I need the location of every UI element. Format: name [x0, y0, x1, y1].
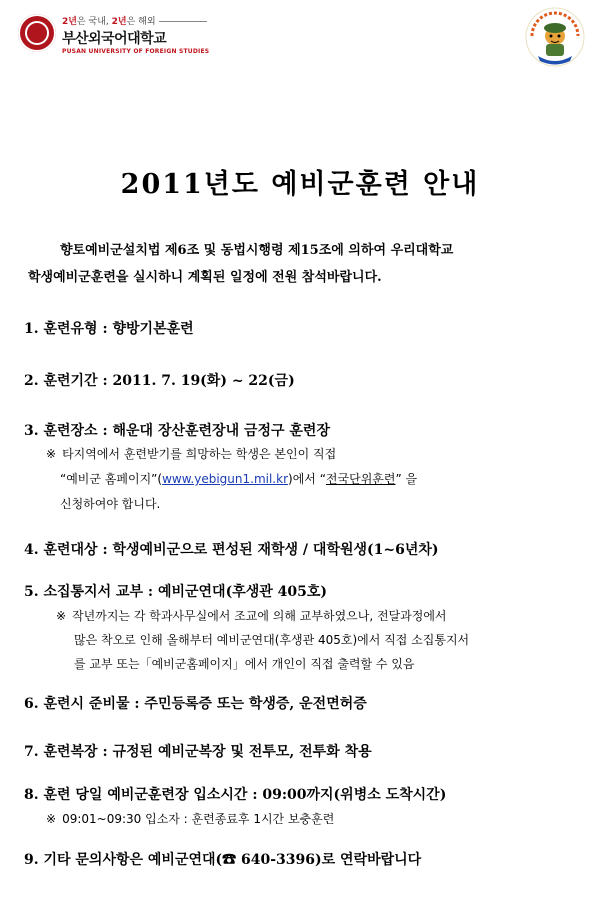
page-title: 2011년도 예비군훈련 안내 [120, 169, 480, 200]
nationwide-training-label: 전국단위훈련 [325, 472, 396, 486]
university-logo [62, 14, 209, 55]
item-entry-time: 8. 훈련 당일 예비군훈련장 입소시간 : 09:00까지(위병소 도착시간) [24, 787, 447, 803]
document-header [0, 0, 600, 80]
note-location-line-2: “예비군 홈페이지”(www.yebigun1.mil.kr)에서 “전국단위훈련” 을 [60, 472, 418, 486]
university-seal-icon [18, 14, 56, 52]
item-training-location: 3. 훈련장소 : 해운대 장산훈련장내 금정구 훈련장 [24, 423, 330, 439]
yebigun-homepage-link[interactable]: www.yebigun1.mil.kr [162, 472, 289, 486]
reserve-mascot-icon [524, 6, 586, 68]
university-slogan: 2년은 국내, 2년은 해외 [62, 14, 209, 27]
intro-line-1: 향토예비군설치법 제6조 및 동법시행령 제15조에 의하여 우리대학교 [60, 243, 454, 258]
note-location-line-3: 신청하여야 합니다. [60, 497, 161, 511]
intro-paragraph [28, 237, 588, 291]
note-notice-line-3: 를 교부 또는「예비군홈페이지」에서 개인이 직접 출력할 수 있음 [74, 657, 415, 671]
note-notice-line-2: 많은 착오로 인해 올해부터 예비군연대(후생관 405호)에서 직접 소집통지서 [74, 633, 470, 647]
university-name: 부산외국어대학교 [62, 31, 167, 47]
item-preparation: 6. 훈련시 준비물 : 주민등록증 또는 학생증, 운전면허증 [24, 696, 367, 712]
university-english-name: PUSAN UNIVERSITY OF FOREIGN STUDIES [62, 48, 210, 55]
intro-line-2: 학생예비군훈련을 실시하니 계획된 일정에 전원 참석바랍니다. [28, 270, 382, 285]
note-entry-time: ※ 09:01~09:30 입소자 : 훈련종료후 1시간 보충훈련 [46, 812, 335, 826]
note-location-line-1: ※ 타지역에서 훈련받기를 희망하는 학생은 본인이 직접 [46, 447, 337, 461]
item-training-period: 2. 훈련기간 : 2011. 7. 19(화) ~ 22(금) [24, 373, 295, 389]
item-notice-distribution: 5. 소집통지서 교부 : 예비군연대(후생관 405호) [24, 584, 328, 600]
note-notice-line-1: ※ 작년까지는 각 학과사무실에서 조교에 의해 교부하였으나, 전달과정에서 [56, 609, 447, 623]
item-training-type: 1. 훈련유형 : 향방기본훈련 [24, 321, 194, 337]
item-uniform: 7. 훈련복장 : 규정된 예비군복장 및 전투모, 전투화 착용 [24, 744, 372, 760]
item-contact: 9. 기타 문의사항은 예비군연대(☎ 640-3396)로 연락바랍니다 [24, 852, 422, 868]
item-training-target: 4. 훈련대상 : 학생예비군으로 편성된 재학생 / 대학원생(1~6년차) [24, 542, 439, 558]
